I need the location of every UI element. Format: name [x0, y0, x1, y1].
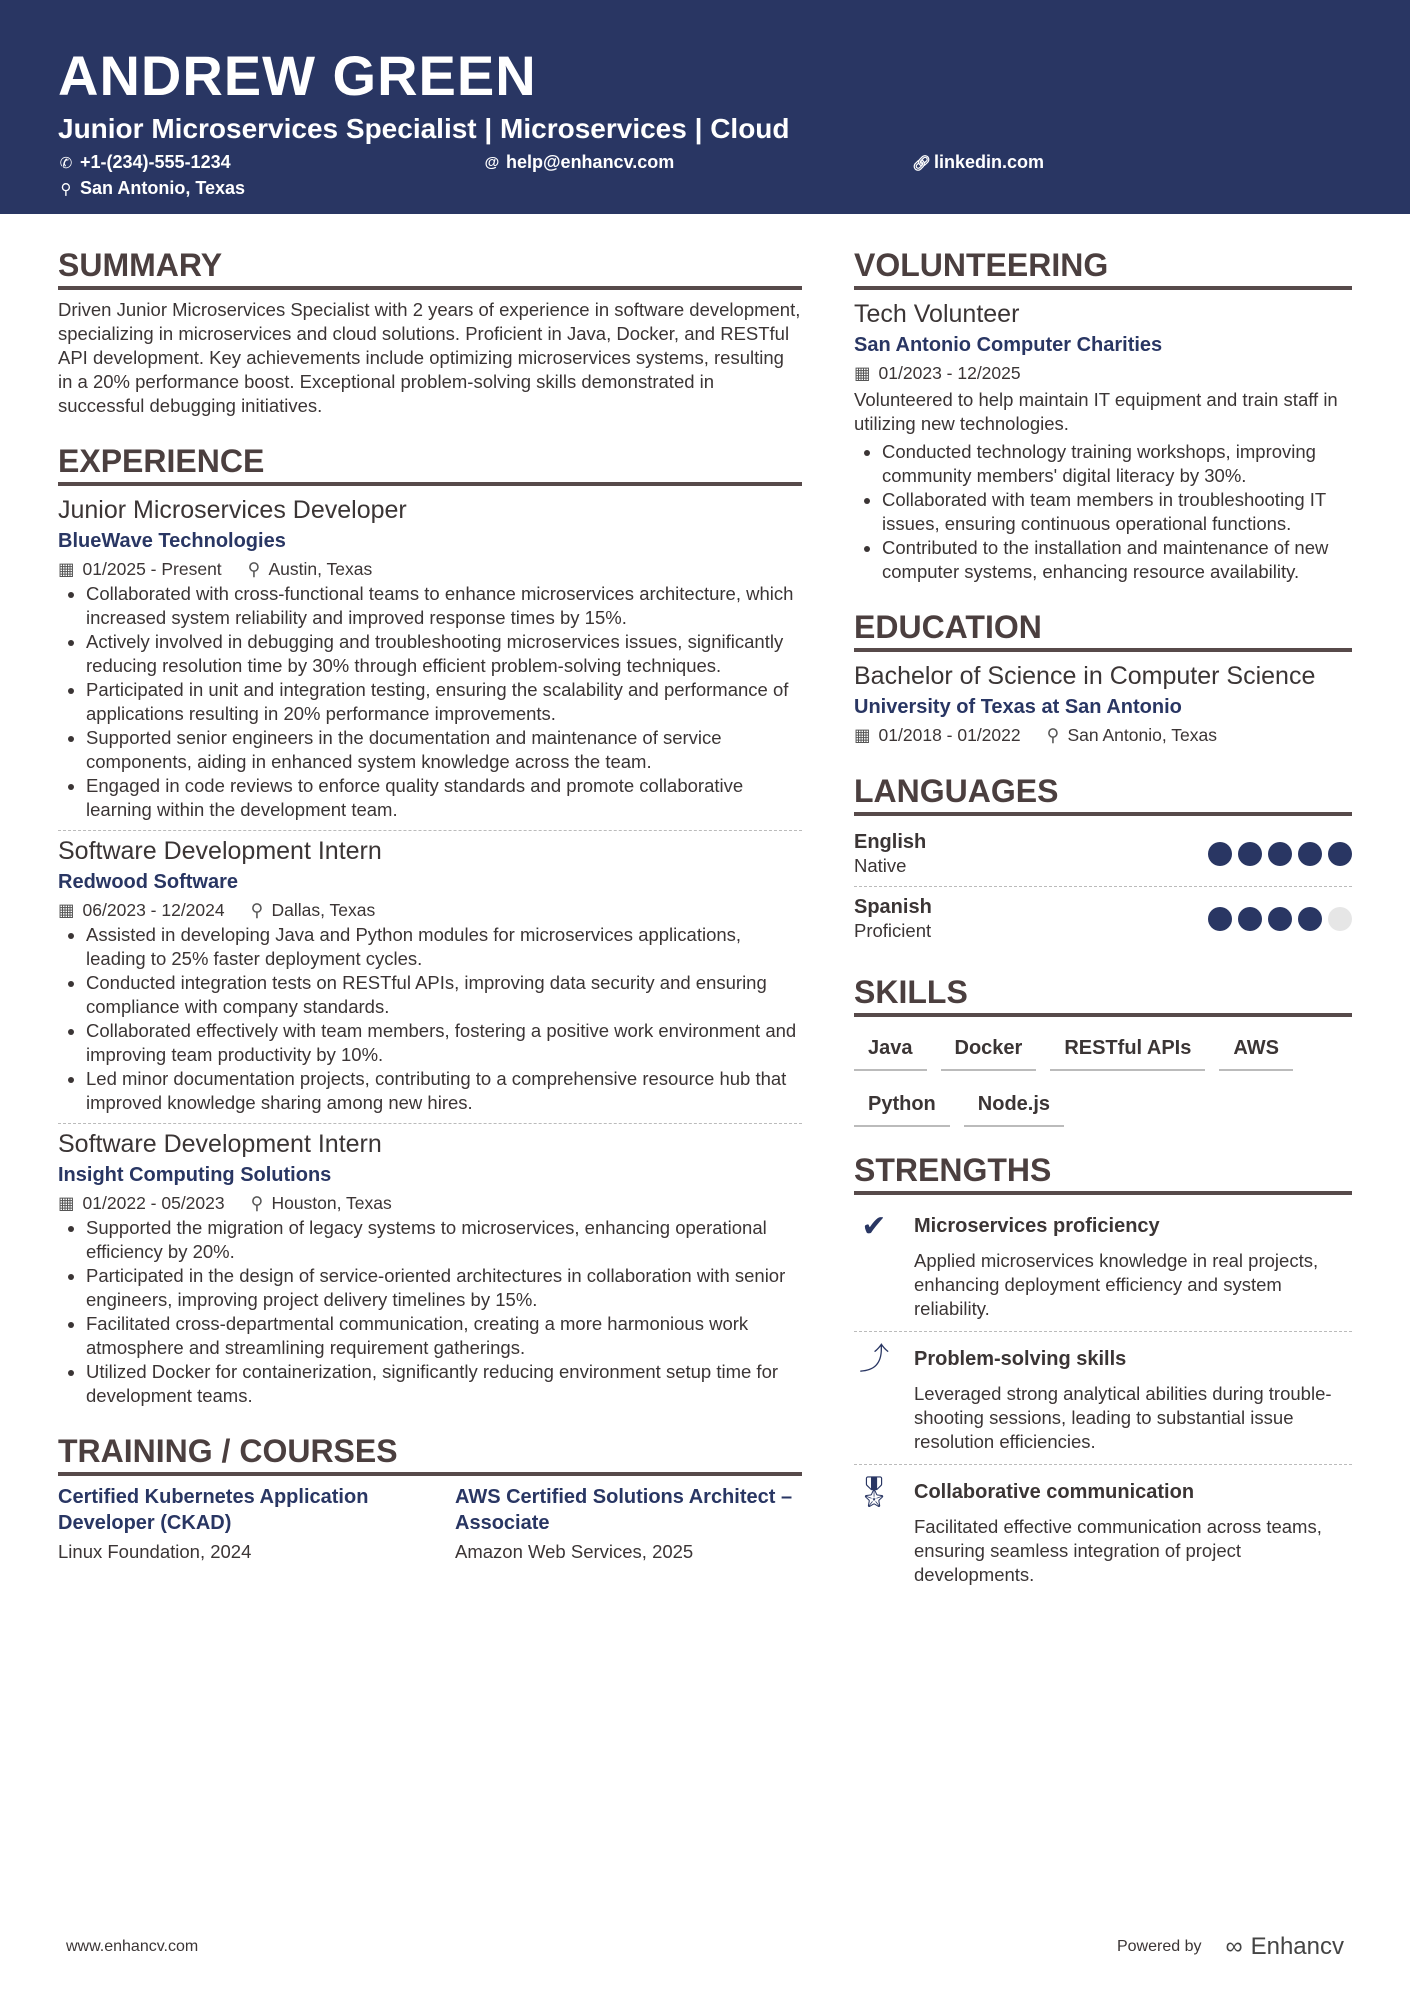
company-name: Insight Computing Solutions	[58, 1164, 332, 1186]
email-text[interactable]: help@enhancv.com	[506, 152, 675, 172]
rating-dot	[1208, 842, 1232, 866]
section-heading: SUMMARY	[58, 246, 802, 290]
left-column	[58, 246, 802, 1588]
course-title: AWS Certified Solutions Architect – Associate	[455, 1486, 793, 1534]
section-heading: STRENGTHS	[854, 1151, 1352, 1195]
course-provider: Amazon Web Services, 2025	[455, 1541, 694, 1562]
course-provider: Linux Foundation, 2024	[58, 1541, 252, 1562]
training-item	[58, 1484, 405, 1564]
experience-section	[58, 442, 802, 1408]
job-entry	[58, 835, 802, 1115]
rating-dot	[1328, 907, 1352, 931]
at-icon: @	[484, 154, 500, 171]
language-level: Proficient	[854, 920, 932, 941]
bullet: • Led minor documentation projects, contributing to a comprehensive resource hub that improved knowledge sharing among new hires.	[86, 1067, 802, 1115]
strength-item	[854, 1203, 1352, 1327]
location: San Antonio, Texas	[1067, 725, 1217, 745]
location-pin-icon: ⚲	[1046, 725, 1060, 745]
location: Dallas, Texas	[271, 900, 376, 920]
check-icon: ✔	[861, 1210, 887, 1243]
bullet: • Collaborated effectively with team members, fostering a positive work environment and improving team productivity by 10%.	[86, 1019, 802, 1067]
calendar-icon: ▦	[58, 1193, 75, 1213]
dates: 01/2022 - 05/2023	[82, 1193, 225, 1213]
bullet: • Conducted integration tests on RESTful APIs, improving data security and ensuring compliance with company standards.	[86, 971, 802, 1019]
volunteer-org: San Antonio Computer Charities	[854, 334, 1163, 356]
dates: 01/2018 - 01/2022	[878, 725, 1021, 745]
job-entry	[58, 1128, 802, 1408]
job-title: Software Development Intern	[58, 1130, 382, 1158]
language-item	[854, 889, 1352, 949]
calendar-icon: ▦	[854, 363, 871, 383]
strengths-section	[854, 1151, 1352, 1593]
footer	[66, 1933, 1344, 1961]
location: Houston, Texas	[271, 1193, 392, 1213]
powered-by: Powered by	[1116, 1938, 1202, 1955]
education-section	[854, 608, 1352, 748]
link-text[interactable]: linkedin.com	[934, 152, 1045, 172]
strategy-icon: ⤴	[859, 1343, 889, 1376]
award-icon: 🎖︎	[854, 1476, 894, 1509]
bullet: • Contributed to the installation and maintenance of new computer systems, enhancing resource availability.	[882, 536, 1352, 584]
infinity-icon: ∞	[1225, 1933, 1243, 1960]
language-name: Spanish	[854, 896, 932, 918]
training-section	[58, 1432, 802, 1564]
rating-dot	[1268, 842, 1292, 866]
rating-dot	[1328, 842, 1352, 866]
location: Austin, Texas	[268, 559, 373, 579]
divider	[854, 886, 1352, 887]
calendar-icon: ▦	[58, 559, 75, 579]
enhancv-logo	[1225, 1933, 1344, 1961]
course-title: Certified Kubernetes Application Developer (CKAD)	[58, 1486, 369, 1534]
degree: Bachelor of Science in Computer Science	[854, 662, 1316, 690]
phone-text: +1-(234)-555-1234	[80, 152, 231, 172]
skills-section	[854, 973, 1352, 1127]
divider	[58, 830, 802, 831]
summary-text: Driven Junior Microservices Specialist with 2 years of experience in software development, specializing in microservices and cloud solutions. Proficient in Java, Docker, and RESTful API development. Key achievements include optimizing microservices systems, resulting in a 20% performance boost. Exceptional problem-solving skills demonstrated in successful debugging initiatives.	[58, 299, 801, 416]
phone	[58, 152, 231, 173]
rating-dot	[1298, 842, 1322, 866]
dates: 01/2025 - Present	[82, 559, 222, 579]
strength-text: Facilitated effective communication across teams, ensuring seamless integration of project developments.	[914, 1516, 1322, 1585]
bullet: • Supported the migration of legacy systems to microservices, enhancing operational efficiency by 20%.	[86, 1216, 802, 1264]
section-heading: LANGUAGES	[854, 772, 1352, 816]
job-title: Junior Microservices Developer	[58, 496, 407, 524]
divider	[58, 1123, 802, 1124]
training-item	[455, 1484, 802, 1564]
strength-item	[854, 1336, 1352, 1460]
section-heading: TRAINING / COURSES	[58, 1432, 802, 1476]
location-pin-icon: ⚲	[60, 180, 72, 198]
language-item	[854, 824, 1352, 884]
volunteering-section	[854, 246, 1352, 584]
strength-item	[854, 1469, 1352, 1593]
rating-dot	[1298, 907, 1322, 931]
skill-tag: Docker	[941, 1031, 1037, 1071]
languages-section	[854, 772, 1352, 949]
skill-tag: Java	[854, 1031, 927, 1071]
job-title: Software Development Intern	[58, 837, 382, 865]
candidate-title: Junior Microservices Specialist | Microservices | Cloud	[58, 113, 790, 144]
section-heading: EXPERIENCE	[58, 442, 802, 486]
school: University of Texas at San Antonio	[854, 696, 1182, 718]
bullet: • Engaged in code reviews to enforce quality standards and promote collaborative learning within the development team.	[86, 774, 802, 822]
skill-tag: Python	[854, 1087, 950, 1127]
rating-dot	[1208, 907, 1232, 931]
strength-title: Microservices proficiency	[914, 1215, 1160, 1237]
email[interactable]	[484, 152, 674, 173]
strength-title: Problem-solving skills	[914, 1348, 1127, 1370]
divider	[854, 1464, 1352, 1465]
bullet: • Conducted technology training workshops, improving community members' digital literacy by 30%.	[882, 440, 1352, 488]
skill-tag: AWS	[1219, 1031, 1293, 1071]
divider	[854, 1331, 1352, 1332]
bullet: • Participated in the design of service-oriented architectures in collaboration with senior engineers, improving project delivery timelines by 15%.	[86, 1264, 802, 1312]
calendar-icon: ▦	[854, 725, 871, 745]
strength-text: Applied microservices knowledge in real projects, enhancing deployment efficiency and system reliability.	[914, 1250, 1319, 1319]
location-pin-icon: ⚲	[250, 1193, 264, 1213]
dates: 01/2023 - 12/2025	[878, 363, 1021, 383]
phone-icon: ✆	[59, 154, 73, 172]
bullet: • Utilized Docker for containerization, significantly reducing environment setup time for development teams.	[86, 1360, 802, 1408]
language-name: English	[854, 831, 927, 853]
bullet: • Facilitated cross-departmental communication, creating a more harmonious work atmosphere and streamlining requirement gatherings.	[86, 1312, 802, 1360]
language-level: Native	[854, 855, 907, 876]
language-rating	[1208, 907, 1352, 931]
bullet: • Participated in unit and integration testing, ensuring the scalability and performance of applications resulting in 20% performance improvements.	[86, 678, 802, 726]
location	[58, 178, 245, 199]
header	[0, 0, 1410, 214]
skill-tag: Node.js	[964, 1087, 1064, 1127]
strength-text: Leveraged strong analytical abilities during trouble-shooting sessions, leading to substantial issue resolution efficiencies.	[914, 1383, 1332, 1452]
bullet: • Assisted in developing Java and Python modules for microservices applications, leading to 25% faster deployment cycles.	[86, 923, 802, 971]
bullet: • Collaborated with team members in troubleshooting IT issues, ensuring continuous operational functions.	[882, 488, 1352, 536]
dates: 06/2023 - 12/2024	[82, 900, 225, 920]
footer-url[interactable]: www.enhancv.com	[66, 1938, 199, 1955]
bullet: • Collaborated with cross-functional teams to enhance microservices architecture, which increased system reliability and improved response times by 15%.	[86, 582, 802, 630]
summary-section	[58, 246, 802, 418]
volunteer-description: Volunteered to help maintain IT equipment and train staff in utilizing new technologies.	[854, 389, 1338, 434]
language-rating	[1208, 842, 1352, 866]
candidate-name: ANDREW GREEN	[58, 44, 537, 107]
job-entry	[58, 494, 802, 822]
link-icon: 🔗︎	[912, 154, 932, 172]
company-name: BlueWave Technologies	[58, 530, 286, 552]
location-pin-icon: ⚲	[250, 900, 264, 920]
section-heading: EDUCATION	[854, 608, 1352, 652]
brand-name: Enhancv	[1250, 1933, 1344, 1960]
section-heading: SKILLS	[854, 973, 1352, 1017]
right-column	[854, 246, 1352, 1617]
rating-dot	[1238, 842, 1262, 866]
location-text: San Antonio, Texas	[80, 178, 246, 198]
bullet: • Supported senior engineers in the documentation and maintenance of service components, aiding in enhanced system knowledge across the team.	[86, 726, 802, 774]
volunteer-title: Tech Volunteer	[854, 300, 1020, 328]
strength-title: Collaborative communication	[914, 1481, 1195, 1503]
rating-dot	[1238, 907, 1262, 931]
rating-dot	[1268, 907, 1292, 931]
skill-tag: RESTful APIs	[1050, 1031, 1205, 1071]
linkedin[interactable]	[912, 152, 1044, 173]
bullet: • Actively involved in debugging and troubleshooting microservices issues, significantly reducing resolution time by 30% through efficient problem-solving techniques.	[86, 630, 802, 678]
section-heading: VOLUNTEERING	[854, 246, 1352, 290]
calendar-icon: ▦	[58, 900, 75, 920]
company-name: Redwood Software	[58, 871, 239, 893]
contact-info	[58, 152, 1352, 206]
location-pin-icon: ⚲	[247, 559, 261, 579]
